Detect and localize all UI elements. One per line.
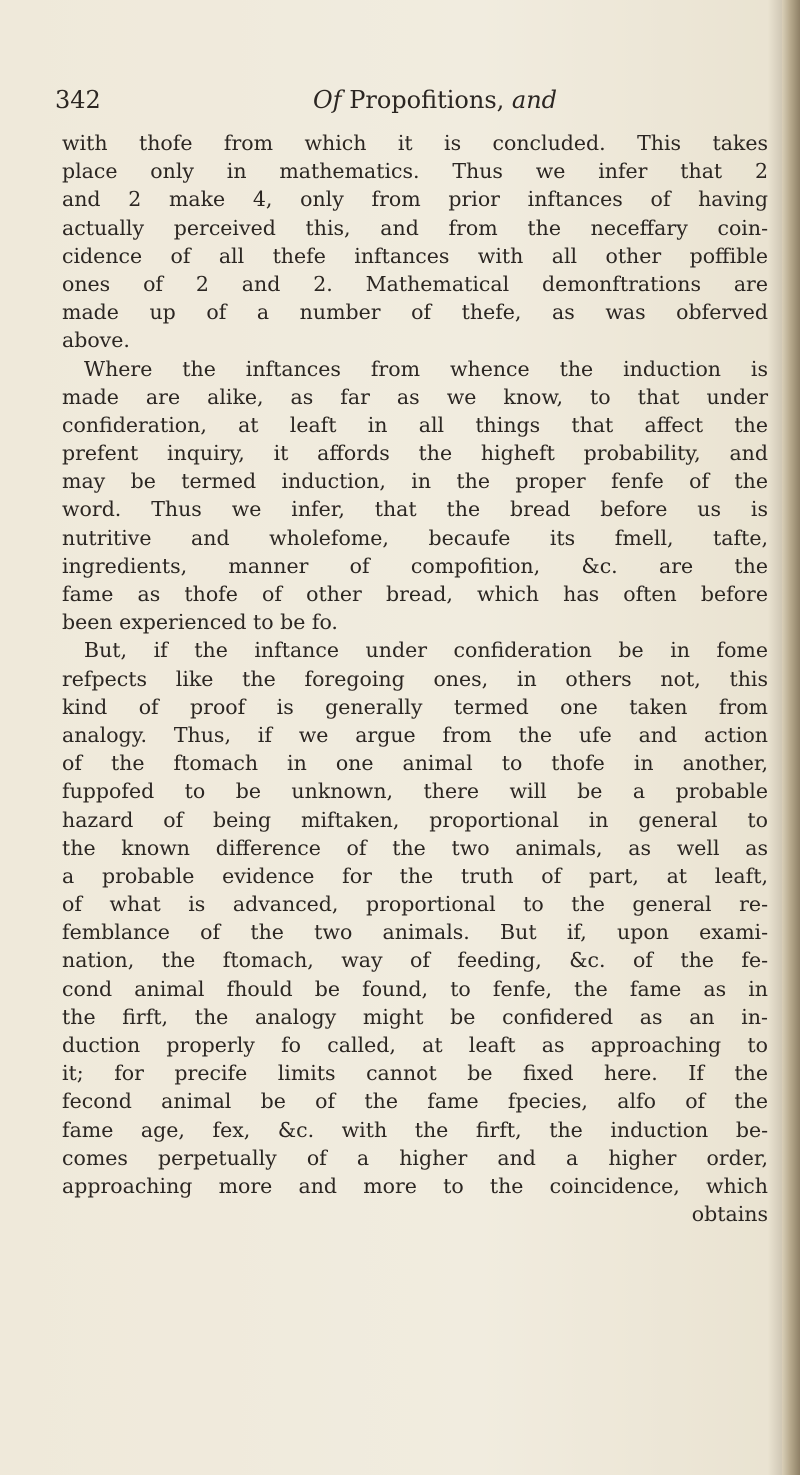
text-line: ones of 2 and 2. Mathematical demonftrations are	[62, 271, 768, 296]
text-line: fame as thofe of other bread, which has often before	[62, 582, 768, 606]
text-line: fuppofed to be unknown, there will be a probable	[62, 779, 768, 804]
gutter-shadow	[768, 0, 782, 1475]
text-line: fecond animal be of the fame fpecies, alfo of the	[62, 1089, 768, 1114]
text-line: femblance of the two animals. But if, upon exami-	[62, 920, 768, 945]
running-title-prefix: Of	[313, 86, 342, 114]
text-line: and 2 make 4, only from prior inftances of having	[62, 187, 768, 212]
text-line: approaching more and more to the coincidence, which	[62, 1173, 768, 1198]
text-line: the known difference of the two animals, as well as	[62, 835, 768, 860]
text-line: of what is advanced, proportional to the general re-	[62, 892, 768, 917]
text-line: above.	[62, 328, 130, 353]
running-header	[55, 82, 735, 118]
text-line: duction properly fo called, at leaft as approaching to	[62, 1033, 768, 1057]
text-line: refpects like the foregoing ones, in others not, this	[62, 666, 768, 691]
body-text	[62, 129, 768, 1228]
text-line: Where the inftances from whence the induction is	[84, 356, 768, 381]
text-line: hazard of being miftaken, proportional in general to	[62, 807, 768, 832]
text-line: the firft, the analogy might be confidered as an in-	[62, 1004, 768, 1029]
text-line: it; for precife limits cannot be fixed here. If the	[62, 1061, 768, 1086]
text-line: word. Thus we infer, that the bread before us is	[62, 497, 768, 522]
running-title-suffix: and	[511, 86, 558, 114]
text-line: kind of proof is generally termed one taken from	[62, 694, 768, 719]
text-line: may be termed induction, in the proper fenfe of the	[62, 469, 768, 494]
text-line: analogy. Thus, if we argue from the ufe and action	[62, 722, 768, 747]
text-line: cidence of all thefe inftances with all other poffible	[62, 243, 768, 268]
text-line: But, if the inftance under confideration be in fome	[84, 638, 768, 663]
text-line: made are alike, as far as we know, to that under	[62, 384, 768, 409]
text-line: with thofe from which it is concluded. This takes	[62, 131, 768, 155]
text-line: actually perceived this, and from the neceffary coin-	[62, 215, 768, 240]
text-line: made up of a number of thefe, as was obferved	[62, 300, 768, 325]
page-edge	[782, 0, 800, 1475]
text-line: nutritive and wholefome, becaufe its fmell, tafte,	[62, 525, 768, 550]
text-line: a probable evidence for the truth of part, at leaft,	[62, 863, 768, 888]
text-line: confideration, at leaft in all things that affect the	[62, 412, 768, 437]
text-line: of the ftomach in one animal to thofe in another,	[62, 751, 768, 776]
text-line: comes perpetually of a higher and a higher order,	[62, 1145, 768, 1170]
text-line: fame age, fex, &c. with the firft, the induction be-	[62, 1117, 768, 1142]
running-title-main: Propofitions,	[349, 86, 505, 114]
running-title	[313, 82, 557, 118]
catchword: obtains	[691, 1202, 768, 1227]
text-line: place only in mathematics. Thus we infer that 2	[62, 159, 768, 184]
text-line: been experienced to be fo.	[62, 610, 338, 635]
text-line: cond animal fhould be found, to fenfe, the fame as in	[62, 976, 768, 1001]
text-line: prefent inquiry, it affords the higheft probability, and	[62, 441, 768, 466]
page-number: 342	[55, 86, 101, 114]
text-line: nation, the ftomach, way of feeding, &c. of the fe-	[62, 948, 768, 973]
text-line: ingredients, manner of compofition, &c. are the	[62, 553, 768, 578]
